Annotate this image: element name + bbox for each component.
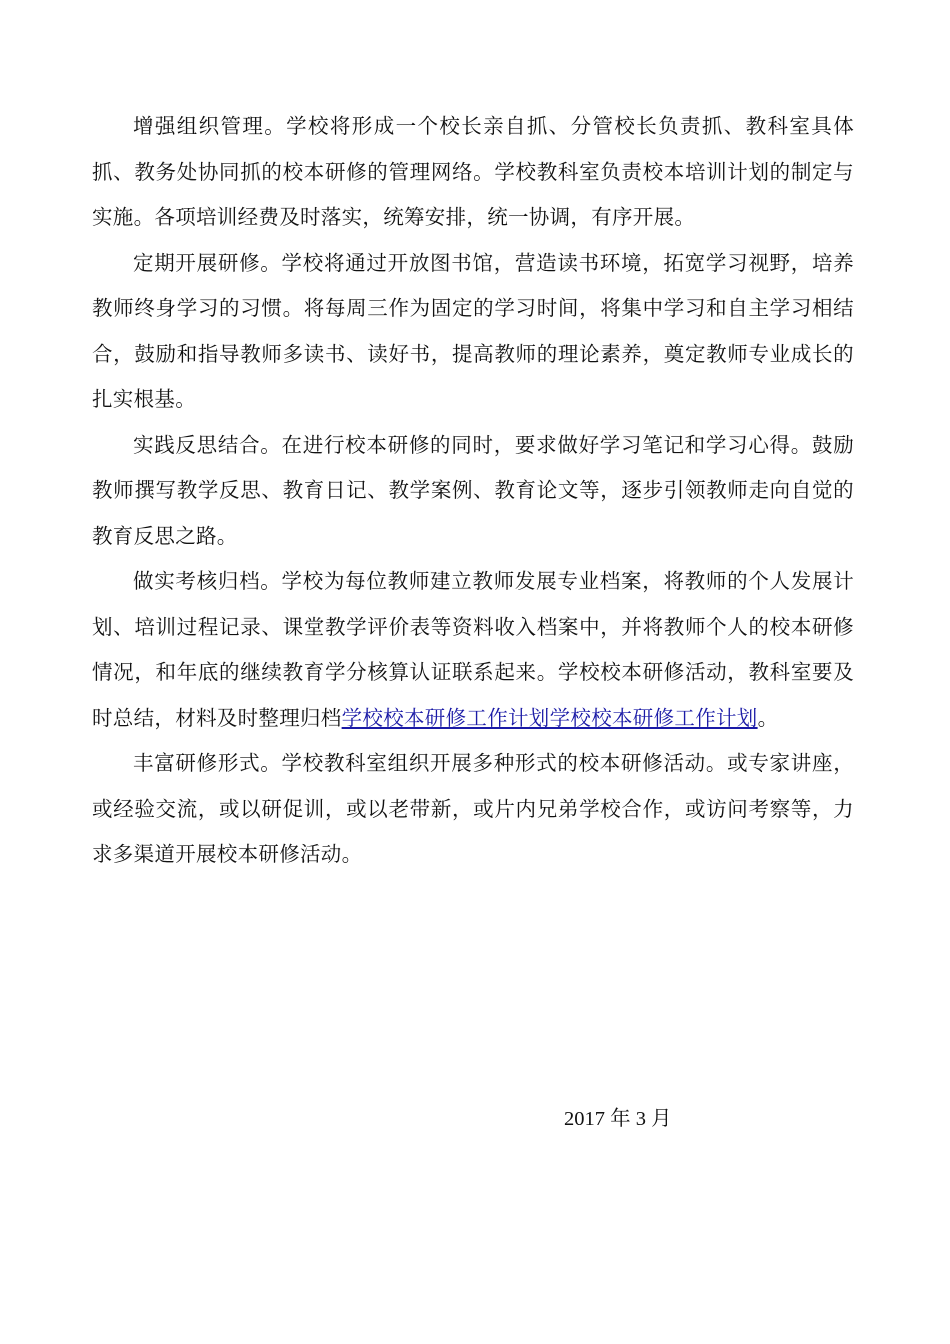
work-plan-link[interactable]: 学校校本研修工作计划学校校本研修工作计划 [341, 705, 758, 730]
paragraph-assessment-text: 做实考核归档。学校为每位教师建立教师发展专业档案，将教师的个人发展计划、培训过程记录、课堂教学评价表等资料收入档案中，并将教师个人的校本研修情况，和年底的继续教育学分核算认证联系起来。学校校本研修活动，教科室要及时总结，材料及时整理归档 [92, 569, 854, 730]
paragraph-assessment-archiving [92, 559, 854, 741]
document-body [92, 104, 854, 878]
paragraph-practice-reflection: 实践反思结合。在进行校本研修的同时，要求做好学习笔记和学习心得。鼓励教师撰写教学反思、教育日记、教学案例、教育论文等，逐步引领教师走向自觉的教育反思之路。 [92, 432, 854, 548]
paragraph-regular-training: 定期开展研修。学校将通过开放图书馆，营造读书环境，拓宽学习视野，培养教师终身学习的习惯。将每周三作为固定的学习时间，将集中学习和自主学习相结合，鼓励和指导教师多读书、读好书，提高教师的理论素养，奠定教师专业成长的扎实根基。 [92, 250, 854, 411]
paragraph-organization-management: 增强组织管理。学校将形成一个校长亲自抓、分管校长负责抓、教科室具体抓、教务处协同抓的校本研修的管理网络。学校教科室负责校本培训计划的制定与实施。各项培训经费及时落实，统筹安排，统一协调，有序开展。 [92, 114, 854, 229]
paragraph-assessment-end: 。 [757, 705, 779, 730]
document-date: 2017 年 3 月 [564, 1108, 672, 1130]
paragraph-diverse-forms: 丰富研修形式。学校教科室组织开展多种形式的校本研修活动。或专家讲座，或经验交流，或以研促训，或以老带新，或片内兄弟学校合作，或访问考察等，力求多渠道开展校本研修活动。 [92, 751, 854, 866]
